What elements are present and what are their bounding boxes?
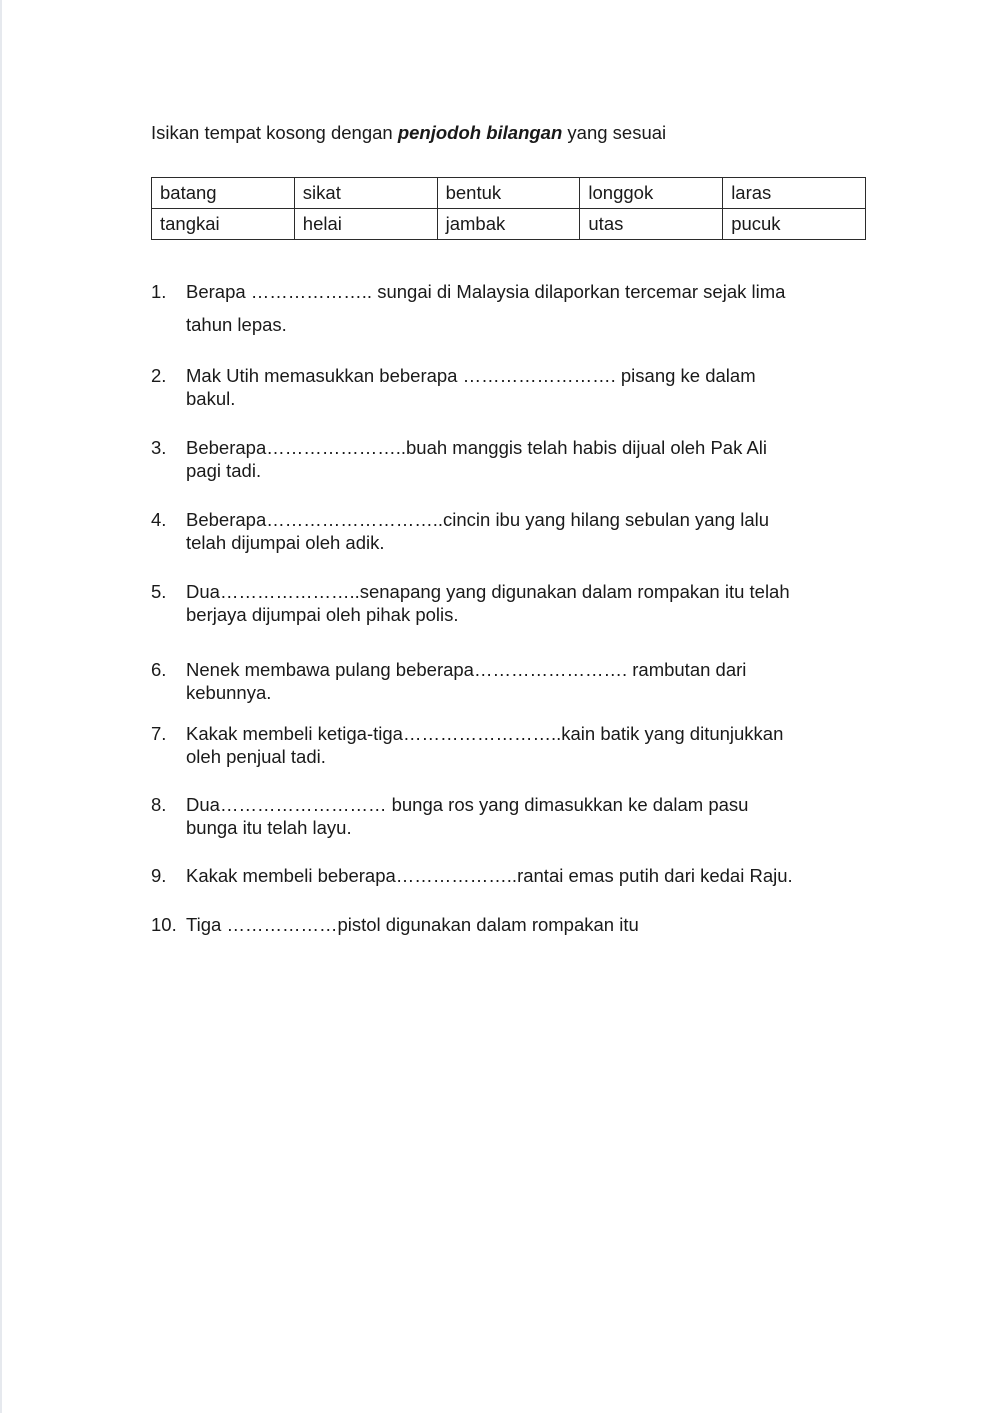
question-6: [151, 658, 866, 704]
question-number: 1.: [151, 281, 167, 302]
question-1: [151, 280, 866, 336]
question-number: 10.: [151, 914, 177, 935]
question-line: berjaya dijumpai oleh pihak polis.: [186, 604, 459, 625]
instruction-before: Isikan tempat kosong dengan: [151, 122, 398, 143]
question-number: 7.: [151, 723, 167, 744]
question-2: [151, 364, 866, 410]
instruction-emphasis: penjodoh bilangan: [397, 122, 563, 143]
question-line: bunga itu telah layu.: [186, 817, 352, 838]
question-number: 9.: [151, 865, 167, 886]
question-10: [151, 913, 866, 936]
question-line: Beberapa………………………..cincin ibu yang hilang sebulan yang lalu: [186, 509, 770, 530]
question-line: Tiga ………………pistol digunakan dalam rompakan itu: [186, 914, 639, 935]
table-cell: jambak: [437, 209, 580, 240]
question-line: Kakak membeli beberapa………………..rantai emas putih dari kedai Raju.: [186, 865, 793, 886]
table-cell: pucuk: [723, 209, 866, 240]
question-5: [151, 580, 866, 626]
question-line: pagi tadi.: [186, 460, 262, 481]
question-line: Dua…………………..senapang yang digunakan dalam rompakan itu telah: [186, 581, 790, 602]
question-4: [151, 508, 866, 554]
table-cell: batang: [152, 178, 295, 209]
question-7: [151, 722, 866, 768]
table-row: [152, 209, 866, 240]
table-cell: tangkai: [152, 209, 295, 240]
question-number: 4.: [151, 509, 167, 530]
table-cell: utas: [580, 209, 723, 240]
question-number: 3.: [151, 437, 167, 458]
word-bank-table: [151, 177, 866, 240]
table-cell: laras: [723, 178, 866, 209]
table-cell: helai: [294, 209, 437, 240]
instruction-after: yang sesuai: [562, 122, 667, 143]
question-3: [151, 436, 866, 482]
question-line: kebunnya.: [186, 682, 272, 703]
question-line: tahun lepas.: [186, 314, 287, 335]
question-line: Mak Utih memasukkan beberapa ……………………. pisang ke dalam: [186, 365, 756, 386]
question-number: 5.: [151, 581, 167, 602]
question-number: 2.: [151, 365, 167, 386]
question-line: Beberapa…………………..buah manggis telah habis dijual oleh Pak Ali: [186, 437, 768, 458]
question-line: Dua……………………… bunga ros yang dimasukkan ke dalam pasu: [186, 794, 749, 815]
question-line: Berapa ……………….. sungai di Malaysia dilaporkan tercemar sejak lima: [186, 281, 786, 302]
question-line: bakul.: [186, 388, 236, 409]
table-row: [152, 178, 866, 209]
question-number: 6.: [151, 659, 167, 680]
question-8: [151, 793, 866, 839]
table-cell: sikat: [294, 178, 437, 209]
question-line: oleh penjual tadi.: [186, 746, 326, 767]
table-cell: longgok: [580, 178, 723, 209]
question-9: [151, 864, 866, 887]
instruction-text: [151, 121, 666, 145]
question-number: 8.: [151, 794, 167, 815]
question-line: telah dijumpai oleh adik.: [186, 532, 385, 553]
question-line: Kakak membeli ketiga-tiga……………………..kain batik yang ditunjukkan: [186, 723, 784, 744]
table-cell: bentuk: [437, 178, 580, 209]
question-line: Nenek membawa pulang beberapa……………………. rambutan dari: [186, 659, 747, 680]
